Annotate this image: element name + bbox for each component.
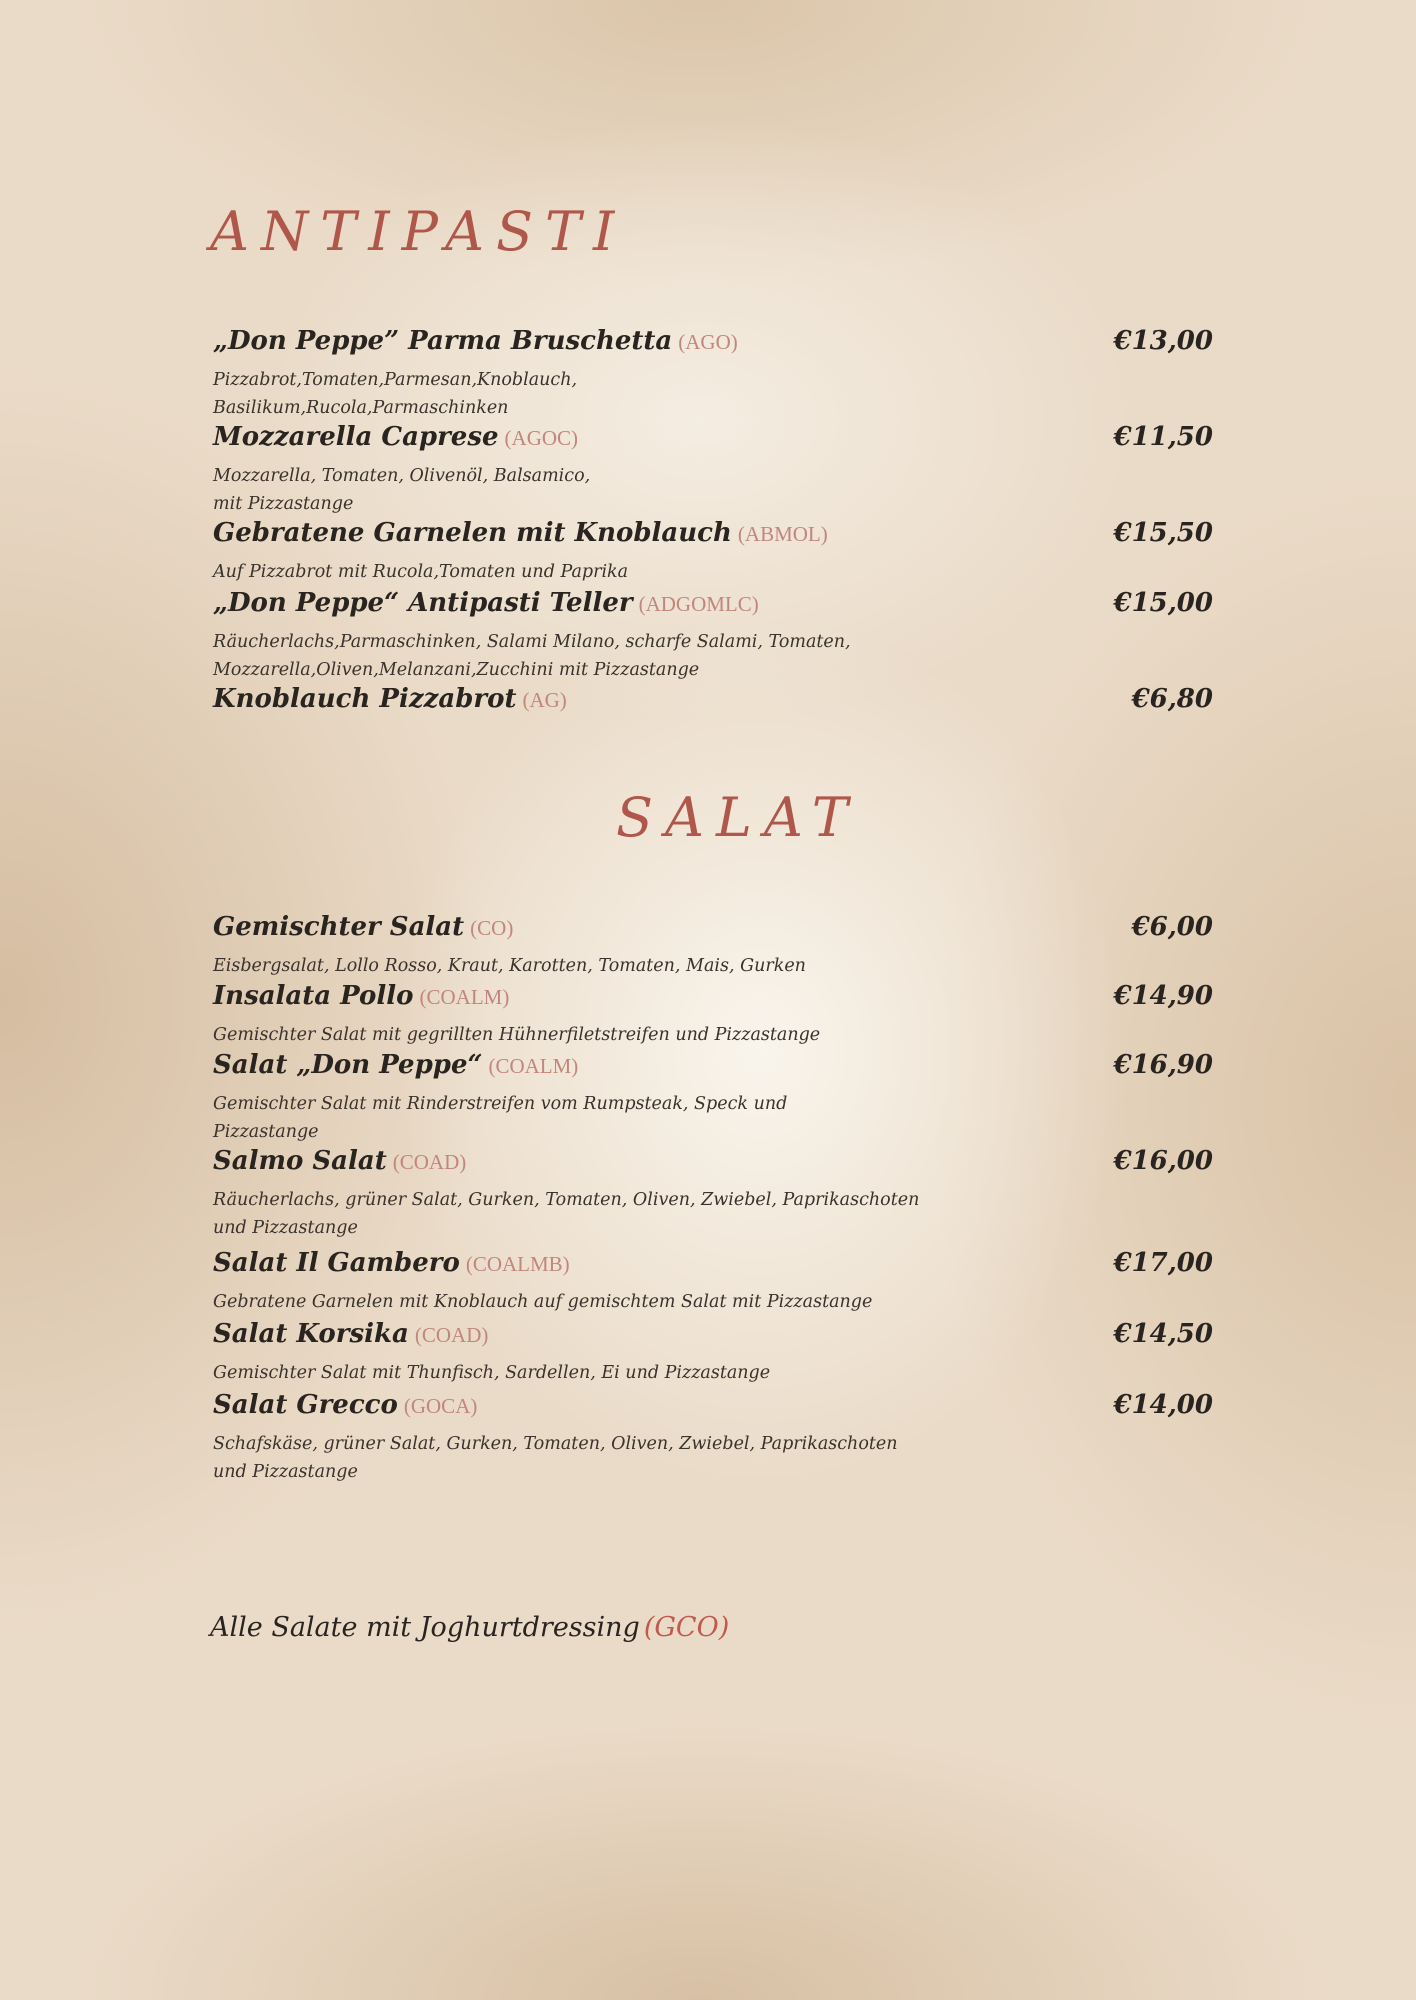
item-name: Salat Grecco: [213, 1390, 398, 1420]
description-line: Basilikum,Rucola,Parmaschinken: [213, 398, 509, 418]
allergen-code: (AG): [522, 688, 567, 712]
allergen-code: (COAD): [414, 1323, 489, 1347]
salat-title: SALAT: [616, 786, 860, 849]
item-description: [213, 1430, 1013, 1486]
allergen-code: (COALM): [419, 985, 510, 1009]
item-price: €11,50: [1113, 422, 1213, 452]
description-line: Gemischter Salat mit gegrillten Hühnerfiletstreifen und Pizzastange: [213, 1025, 821, 1045]
allergen-code: (AGO): [678, 330, 738, 354]
dressing-note-text: Alle Salate mit Joghurtdressing: [210, 1612, 640, 1643]
item-description: [213, 1288, 1013, 1316]
item-description: [213, 1359, 1013, 1387]
item-name: „Don Peppe” Parma Bruschetta: [213, 326, 673, 356]
item-description: [213, 1186, 1013, 1242]
menu-item: [213, 684, 1213, 724]
description-line: und Pizzastange: [213, 1218, 358, 1238]
item-name: Salat Il Gambero: [213, 1248, 460, 1278]
item-price: €6,00: [1131, 912, 1213, 942]
menu-item: [213, 326, 1213, 422]
description-line: und Pizzastange: [213, 1462, 358, 1482]
item-name: Insalata Pollo: [213, 981, 414, 1011]
menu-item: [213, 422, 1213, 518]
menu-item: [213, 1248, 1213, 1316]
description-line: Pizzastange: [213, 1122, 319, 1142]
menu-item: [213, 518, 1213, 586]
allergen-code: (COAD): [392, 1150, 467, 1174]
item-price: €17,00: [1113, 1248, 1213, 1278]
description-line: Mozzarella, Tomaten, Olivenöl, Balsamico,: [213, 466, 591, 486]
menu-item: [213, 912, 1213, 980]
allergen-code: (COALMB): [465, 1252, 570, 1276]
item-price: €14,00: [1113, 1390, 1213, 1420]
item-name: Gebratene Garnelen mit Knoblauch: [213, 518, 732, 548]
item-name: Salat Korsika: [213, 1319, 409, 1349]
description-line: Auf Pizzabrot mit Rucola,Tomaten und Paprika: [213, 562, 629, 582]
description-line: Räucherlachs, grüner Salat, Gurken, Tomaten, Oliven, Zwiebel, Paprikaschoten: [213, 1190, 920, 1210]
description-line: Gemischter Salat mit Rinderstreifen vom Rumpsteak, Speck und: [213, 1094, 788, 1114]
allergen-code: (ADGOMLC): [638, 592, 759, 616]
item-price: €16,90: [1113, 1050, 1213, 1080]
allergen-code: (COALM): [488, 1054, 579, 1078]
item-price: €16,00: [1113, 1146, 1213, 1176]
item-name: Salat „Don Peppe“: [213, 1050, 483, 1080]
item-description: [213, 558, 1013, 586]
description-line: Pizzabrot,Tomaten,Parmesan,Knoblauch,: [213, 370, 578, 390]
item-name: Mozzarella Caprese: [213, 422, 499, 452]
allergen-code: (GOCA): [403, 1394, 478, 1418]
item-price: €15,00: [1113, 588, 1213, 618]
dressing-note: [210, 1612, 729, 1643]
item-price: €13,00: [1113, 326, 1213, 356]
item-description: [213, 1090, 1013, 1146]
item-name: Gemischter Salat: [213, 912, 465, 942]
menu-item: [213, 1050, 1213, 1146]
item-description: [213, 462, 1013, 518]
menu-item: [213, 1319, 1213, 1387]
menu-item: [213, 981, 1213, 1049]
item-name: Salmo Salat: [213, 1146, 387, 1176]
item-name: „Don Peppe“ Antipasti Teller: [213, 588, 633, 618]
item-price: €14,50: [1113, 1319, 1213, 1349]
description-line: Räucherlachs,Parmaschinken, Salami Milano, scharfe Salami, Tomaten,: [213, 632, 851, 652]
description-line: Gemischter Salat mit Thunfisch, Sardellen, Ei und Pizzastange: [213, 1363, 771, 1383]
item-price: €14,90: [1113, 981, 1213, 1011]
item-name: Knoblauch Pizzabrot: [213, 684, 517, 714]
description-line: Eisbergsalat, Lollo Rosso, Kraut, Karotten, Tomaten, Mais, Gurken: [213, 956, 806, 976]
description-line: Mozzarella,Oliven,Melanzani,Zucchini mit Pizzastange: [213, 660, 700, 680]
menu-item: [213, 1146, 1213, 1242]
item-price: €6,80: [1131, 684, 1213, 714]
description-line: Gebratene Garnelen mit Knoblauch auf gemischtem Salat mit Pizzastange: [213, 1292, 873, 1312]
menu-item: [213, 1390, 1213, 1486]
dressing-allergen-code: (GCO): [643, 1612, 730, 1643]
allergen-code: (ABMOL): [737, 522, 828, 546]
allergen-code: (CO): [470, 916, 514, 940]
item-description: [213, 952, 1013, 980]
item-description: [213, 1021, 1013, 1049]
description-line: Schafskäse, grüner Salat, Gurken, Tomaten, Oliven, Zwiebel, Paprikaschoten: [213, 1434, 898, 1454]
antipasti-title: ANTIPASTI: [210, 200, 627, 263]
item-price: €15,50: [1113, 518, 1213, 548]
allergen-code: (AGOC): [504, 426, 579, 450]
item-description: [213, 628, 1013, 684]
description-line: mit Pizzastange: [213, 494, 354, 514]
menu-item: [213, 588, 1213, 684]
item-description: [213, 366, 1013, 422]
